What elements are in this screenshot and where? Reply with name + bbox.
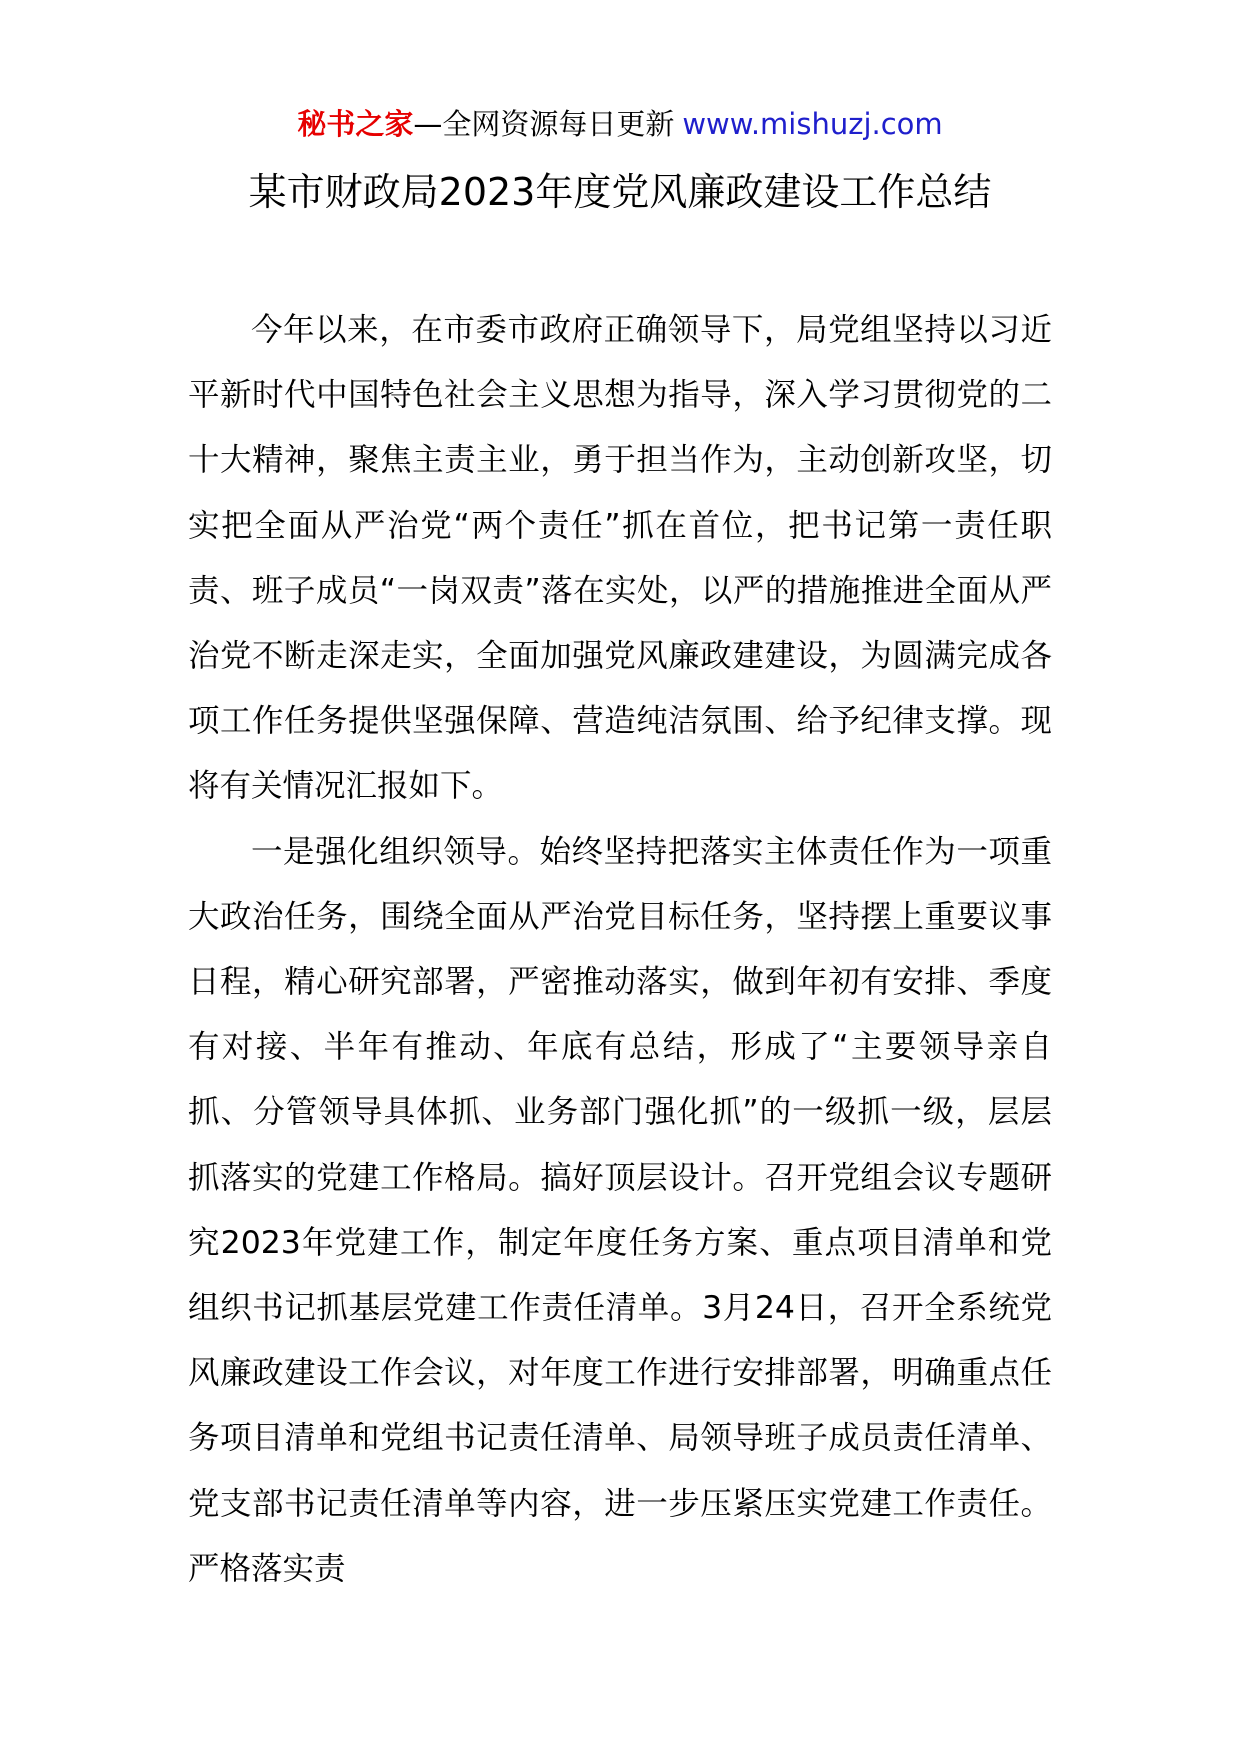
paragraph-organization-leadership: 一是强化组织领导。始终坚持把落实主体责任作为一项重大政治任务，围绕全面从严治党目标任务，坚持摆上重要议事日程，精心研究部署，严密推动落实，做到年初有安排、季度有对接、半年有推动、年底有总结，形成了“主要领导亲自抓、分管领导具体抓、业务部门强化抓”的一级抓一级，层层抓落实的党建工作格局。搞好顶层设计。召开党组会议专题研究2023年党建工作，制定年度任务方案、重点项目清单和党组织书记抓基层党建工作责任清单。3月24日，召开全系统党风廉政建设工作会议，对年度工作进行安排部署，明确重点任务项目清单和党组书记责任清单、局领导班子成员责任清单、党支部书记责任清单等内容，进一步压紧压实党建工作责任。严格落实责	[188, 833, 1052, 1587]
document-title: 某市财政局2023年度党风廉政建设工作总结	[248, 170, 992, 214]
paragraph-intro: 今年以来，在市委市政府正确领导下，局党组坚持以习近平新时代中国特色社会主义思想为指导，深入学习贯彻党的二十大精神，聚焦主责主业，勇于担当作为，主动创新攻坚，切实把全面从严治党“两个责任”抓在首位，把书记第一责任职责、班子成员“一岗双责”落在实处，以严的措施推进全面从严治党不断走深走实，全面加强党风廉政建建设，为圆满完成各项工作任务提供坚强保障、营造纯洁氛围、给予纪律支撑。现将有关情况汇报如下。	[188, 312, 1052, 805]
site-header	[0, 104, 1240, 144]
document-body	[188, 298, 1052, 1602]
site-brand: 秘书之家	[297, 107, 414, 141]
site-slogan: —全网资源每日更新	[413, 107, 675, 141]
site-url-link[interactable]: www.mishuzj.com	[682, 107, 943, 141]
